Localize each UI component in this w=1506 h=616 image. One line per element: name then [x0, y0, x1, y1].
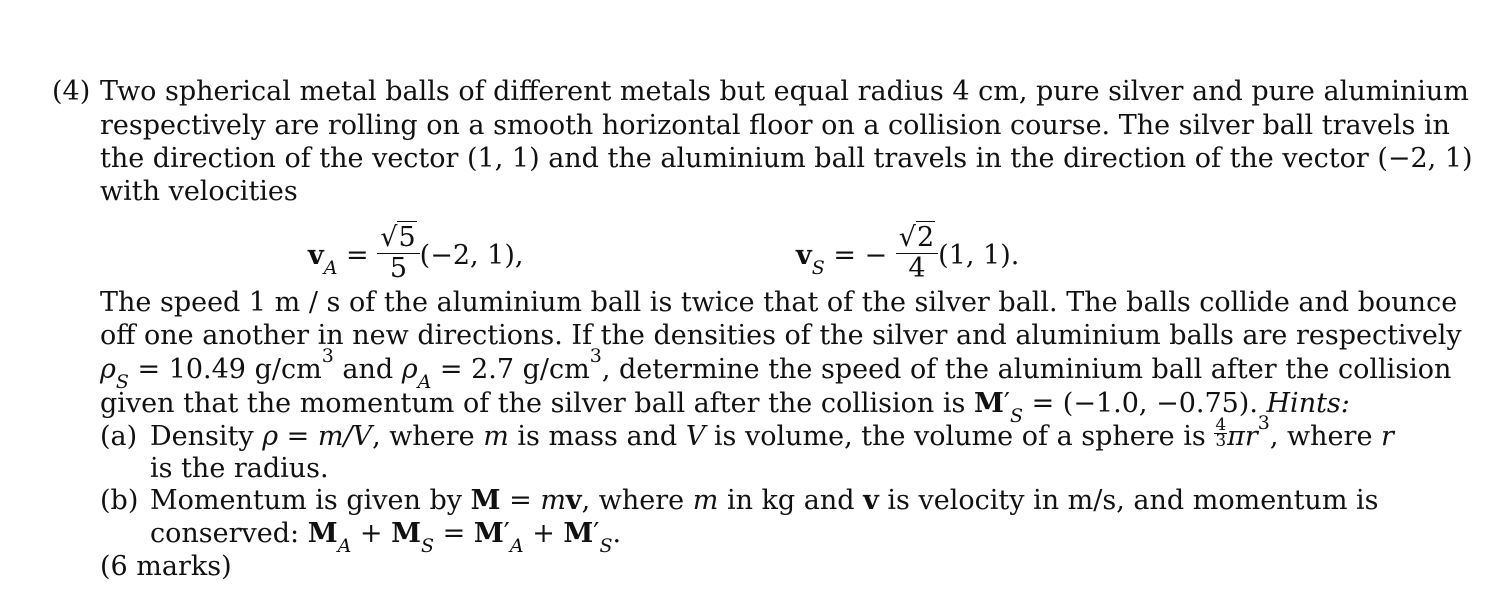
fraction-root5-over-5: $\frac{√5}{5}$: [377, 223, 419, 284]
momentum-line: given that the momentum of the silver ball after the collision is $M'_S = (-1.0$, −0.75). Hints:: [100, 388, 1350, 428]
intro-line-4: with velocities: [100, 176, 298, 207]
intro-line-3: the direction of the vector (1, 1) and the aluminium ball travels in the direction of the vector (−2, 1): [100, 143, 1473, 174]
fraction-root2-over-4: $\frac{√2}{4}$: [896, 223, 938, 284]
hint-b-line-1: Momentum is given by M = mv, where m in kg and v is velocity in m/s, and momentum is: [150, 485, 1379, 516]
body-line-1: The speed 1 m / s of the aluminium ball is twice that of the silver ball. The balls collide and bounce: [100, 287, 1458, 318]
equation-v-aluminium: $v_A$ = $\frac{√5}{5}$ (−2, 1),: [308, 222, 524, 284]
question-number: (4): [52, 76, 91, 107]
hint-a-label: (a): [100, 421, 138, 452]
hint-a-line-1: Density ρ = m/V, where m is mass and V is volume, the volume of a sphere is $\frac{4}{3}$ $\pi r^3$, where r: [150, 412, 1394, 452]
marks-label: (6 marks): [100, 551, 232, 582]
density-line: $\rho_S = 10.49$ $g/cm^3$ and $\rho_A = 2.7$ $g/cm^3$, determine the speed of the aluminium ball after the collision: [100, 345, 1452, 394]
equation-v-silver: $v_S$ = − $\frac{√2}{4}$ (1, 1).: [796, 222, 1020, 284]
hint-b-label: (b): [100, 485, 139, 516]
hint-a-line-2: is the radius.: [150, 453, 329, 484]
intro-line-1: Two spherical metal balls of different metals but equal radius 4 cm, pure silver and pure aluminium: [100, 76, 1469, 107]
fraction-4-over-3: $\frac{4}{3}$: [1215, 415, 1227, 451]
intro-line-2: respectively are rolling on a smooth horizontal floor on a collision course. The silver ball travels in: [100, 110, 1450, 141]
hint-b-line-2: conserved: $M_A + M_S = M'_A + M'_S$.: [150, 518, 622, 558]
body-line-2: off one another in new directions. If the densities of the silver and aluminium balls are respectively: [100, 320, 1462, 351]
